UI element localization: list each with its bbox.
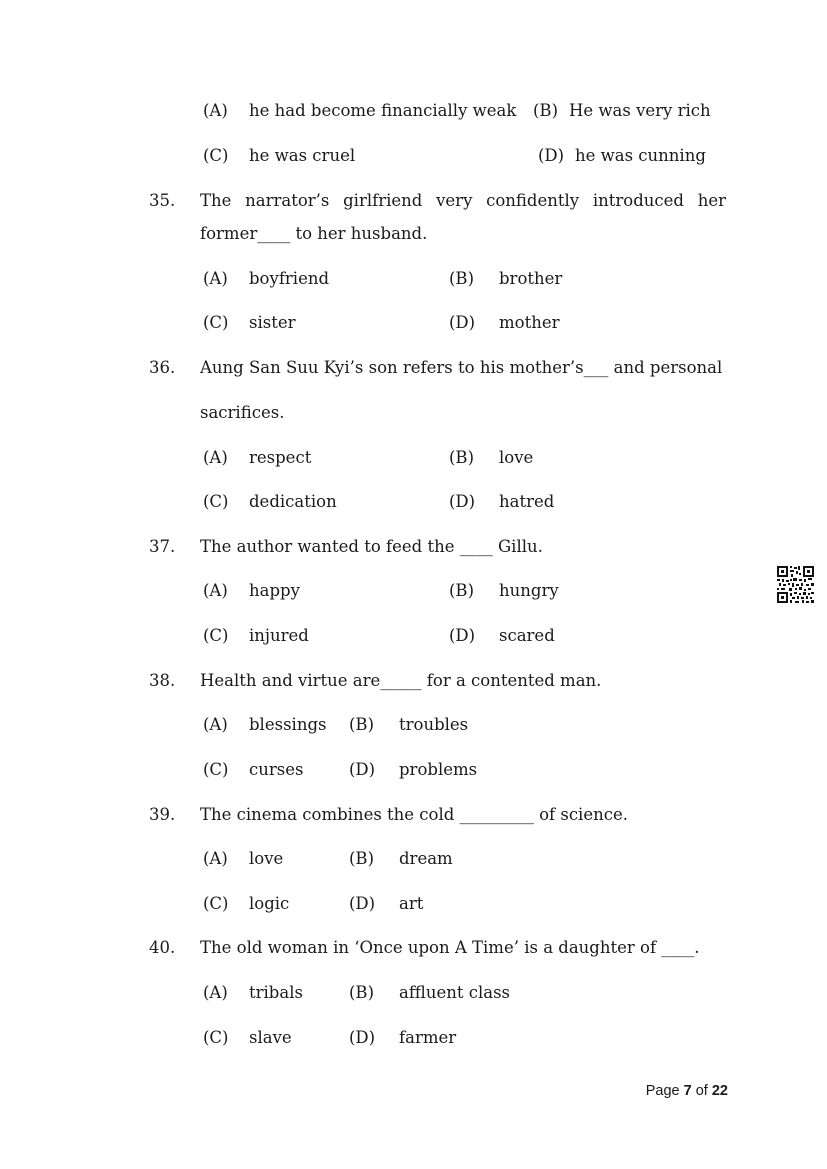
option-text: hungry	[499, 581, 559, 600]
option-letter: (A)	[203, 849, 228, 868]
option-letter: (C)	[203, 492, 229, 511]
option-text: respect	[249, 448, 312, 467]
stem-word: The	[200, 191, 232, 210]
option-text: He was very rich	[569, 101, 711, 120]
stem-word: introduced	[592, 191, 684, 210]
option-letter: (C)	[203, 760, 229, 779]
question-number: 39.	[149, 805, 176, 824]
option-letter: (D)	[449, 626, 476, 645]
stem-word: confidently	[486, 191, 580, 210]
of-word: of	[695, 1083, 708, 1099]
question-number: 40.	[149, 938, 176, 957]
question-number: 38.	[149, 671, 176, 690]
option-text: farmer	[399, 1028, 457, 1047]
page-current: 7	[683, 1083, 692, 1099]
option-letter: (B)	[449, 581, 474, 600]
page-word: Page	[645, 1083, 680, 1099]
stem-word: narrator’s	[245, 191, 330, 210]
option-text: injured	[249, 626, 309, 645]
question-number: 36.	[149, 358, 176, 377]
option-letter: (C)	[203, 626, 229, 645]
stem-word: very	[436, 191, 473, 210]
option-text: affluent class	[399, 983, 511, 1002]
question-stem-line	[200, 193, 726, 210]
option-letter: (D)	[349, 894, 376, 913]
option-text: scared	[499, 626, 555, 645]
question-stem-line: The cinema combines the cold _________ of science.	[200, 805, 628, 824]
option-letter: (A)	[203, 101, 228, 120]
option-letter: (D)	[349, 1028, 376, 1047]
option-letter: (A)	[203, 581, 228, 600]
option-letter: (C)	[203, 1028, 229, 1047]
option-letter: (D)	[538, 146, 565, 165]
option-letter: (C)	[203, 894, 229, 913]
qr-code-icon	[777, 566, 814, 603]
page-total: 22	[711, 1083, 728, 1099]
option-text: love	[249, 849, 284, 868]
option-letter: (D)	[449, 492, 476, 511]
option-text: hatred	[499, 492, 555, 511]
option-text: logic	[249, 894, 290, 913]
option-text: problems	[399, 760, 478, 779]
option-letter: (B)	[449, 269, 474, 288]
option-text: he had become financially weak	[249, 101, 517, 120]
question-stem-line: Aung San Suu Kyi’s son refers to his mother’s___ and personal	[200, 358, 723, 377]
option-text: brother	[499, 269, 563, 288]
option-text: art	[399, 894, 424, 913]
option-letter: (B)	[349, 849, 374, 868]
option-text: slave	[249, 1028, 292, 1047]
question-stem-line: Health and virtue are_____ for a contented man.	[200, 671, 602, 690]
question-stem-line: The old woman in ‘Once upon A Time’ is a daughter of ____.	[200, 938, 700, 957]
option-letter: (B)	[349, 715, 374, 734]
option-letter: (B)	[349, 983, 374, 1002]
question-stem-line: former____ to her husband.	[200, 224, 428, 243]
option-text: dream	[399, 849, 453, 868]
question-stem-line: The author wanted to feed the ____ Gillu.	[200, 537, 543, 556]
option-letter: (C)	[203, 146, 229, 165]
option-text: dedication	[249, 492, 337, 511]
stem-word: girlfriend	[343, 191, 423, 210]
question-number: 37.	[149, 537, 176, 556]
question-stem-line: sacrifices.	[200, 403, 285, 422]
option-text: boyfriend	[249, 269, 330, 288]
option-letter: (A)	[203, 269, 228, 288]
option-letter: (D)	[449, 313, 476, 332]
page-number	[646, 1083, 728, 1099]
option-text: tribals	[249, 983, 303, 1002]
option-letter: (B)	[449, 448, 474, 467]
option-text: love	[499, 448, 534, 467]
option-letter: (A)	[203, 715, 228, 734]
option-text: blessings	[249, 715, 327, 734]
option-text: happy	[249, 581, 300, 600]
option-text: mother	[499, 313, 560, 332]
stem-word: her	[697, 191, 726, 210]
option-letter: (C)	[203, 313, 229, 332]
option-text: he was cruel	[249, 146, 356, 165]
option-letter: (B)	[533, 101, 558, 120]
option-letter: (D)	[349, 760, 376, 779]
option-text: troubles	[399, 715, 469, 734]
option-text: sister	[249, 313, 296, 332]
option-letter: (A)	[203, 983, 228, 1002]
option-letter: (A)	[203, 448, 228, 467]
question-number: 35.	[149, 191, 176, 210]
option-text: he was cunning	[575, 146, 706, 165]
option-text: curses	[249, 760, 304, 779]
